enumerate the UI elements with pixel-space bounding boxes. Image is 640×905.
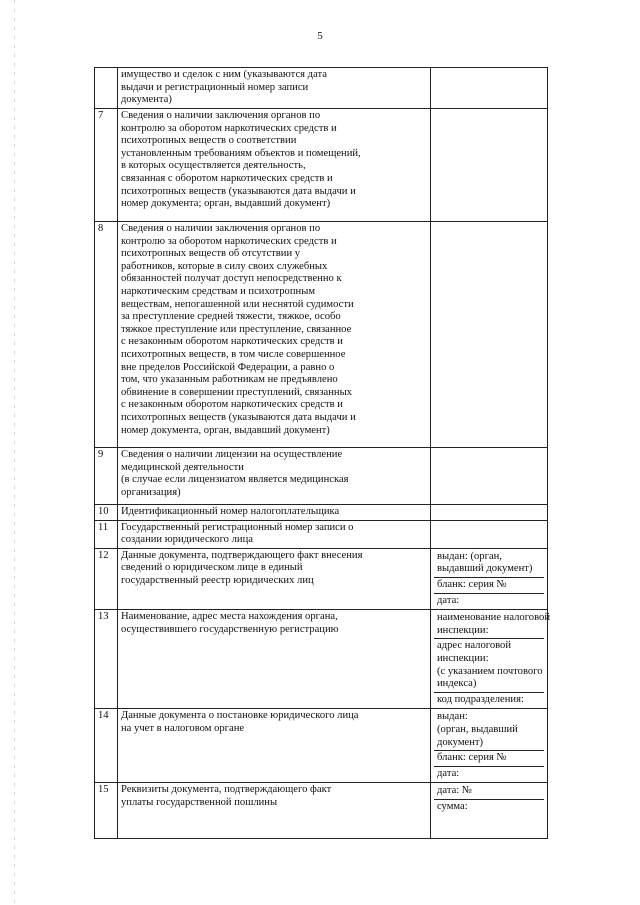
subfield-label: выдан: <box>437 711 468 723</box>
subfield-label: бланк: серия № <box>437 578 507 590</box>
subfield-label: адрес налоговой <box>437 640 512 652</box>
form-row <box>95 709 548 783</box>
row-number: 11 <box>95 520 118 548</box>
subfield-label: сумма: <box>437 800 468 812</box>
value-subfield[interactable] <box>434 550 544 577</box>
description-line: Сведения о наличии заключения органов по <box>121 110 321 121</box>
row-number: 14 <box>95 709 118 783</box>
description-line: документа) <box>121 94 172 106</box>
description-line: контролю за оборотом наркотических средств и <box>121 235 337 247</box>
row-description <box>118 548 431 609</box>
form-row <box>95 448 548 505</box>
form-row <box>95 783 548 839</box>
description-line: психотропных веществ о соответствии <box>121 135 297 147</box>
row-number: 15 <box>95 783 118 839</box>
description-line: сведений о юридическом лице в единый <box>121 562 303 574</box>
description-line: осуществившего государственную регистрацию <box>121 623 339 635</box>
description-line: психотропных веществ (указываются дата выдачи и <box>121 411 356 423</box>
scan-edge-mark <box>14 0 15 905</box>
subfield-label: индекса) <box>437 678 477 690</box>
description-line: с незаконным оборотом наркотических средств и <box>121 399 343 411</box>
description-line: в которых осуществляется деятельность, <box>121 160 306 172</box>
subfield-label: (с указанием почтового <box>437 665 543 677</box>
row-description <box>118 505 431 521</box>
row-value-field[interactable] <box>431 548 548 609</box>
description-line: на учет в налоговом органе <box>121 722 245 734</box>
row-value-field[interactable] <box>431 709 548 783</box>
row-value-field[interactable] <box>431 783 548 839</box>
form-row <box>95 222 548 448</box>
row-value-field[interactable] <box>431 505 548 521</box>
subfield-label: наименование налоговой <box>437 612 550 624</box>
form-row <box>95 68 548 109</box>
subfield-label: бланк: серия № <box>437 752 507 764</box>
value-subfield[interactable] <box>434 710 544 750</box>
form-row <box>95 610 548 709</box>
description-line: Реквизиты документа, подтверждающего факт <box>121 784 332 796</box>
row-description <box>118 709 431 783</box>
subfield-label: (орган, выдавший <box>437 723 518 735</box>
description-line: имущество и сделок с ним (указываются дата <box>121 69 327 80</box>
value-subfield[interactable] <box>434 766 544 782</box>
row-description <box>118 783 431 839</box>
page-number: 5 <box>317 30 323 42</box>
description-line: том, что указанным работникам не предъявлено <box>121 374 338 386</box>
row-value-field[interactable] <box>431 222 548 448</box>
description-line: связанная с оборотом наркотических средств и <box>121 172 333 184</box>
description-line: Данные документа, подтверждающего факт внесения <box>121 549 363 561</box>
row-description <box>118 610 431 709</box>
row-number: 12 <box>95 548 118 609</box>
description-line: тяжкое преступление или преступление, связанное <box>121 323 352 335</box>
row-value-field[interactable] <box>431 448 548 505</box>
row-value-field[interactable] <box>431 520 548 548</box>
row-description <box>118 448 431 505</box>
description-line: психотропных веществ, в том числе совершенное <box>121 348 346 360</box>
description-line: веществам, непогашенной или неснятой судимости <box>121 298 354 310</box>
row-number: 8 <box>95 222 118 448</box>
row-number: 7 <box>95 109 118 222</box>
value-subfield[interactable] <box>434 638 544 691</box>
row-description <box>118 68 431 109</box>
description-line: обвинение в совершении преступлений, связанных <box>121 386 352 398</box>
description-line: с незаконным оборотом наркотических средств и <box>121 336 343 348</box>
description-line: уплаты государственной пошлины <box>121 796 278 808</box>
value-subfield[interactable] <box>434 692 544 708</box>
description-line: наркотическим средствам и психотропным <box>121 285 316 297</box>
description-line: Государственный регистрационный номер записи о <box>121 521 354 533</box>
description-line: медицинской деятельности <box>121 461 244 473</box>
value-subfield[interactable] <box>434 799 544 815</box>
row-description <box>118 520 431 548</box>
subfield-label: код подразделения: <box>437 693 524 705</box>
subfield-label: дата: <box>437 594 460 606</box>
subfield-label: выдан: (орган, <box>437 550 502 562</box>
value-subfield[interactable] <box>434 750 544 766</box>
description-line: установленным требованиям объектов и помещений, <box>121 147 361 159</box>
description-line: государственный реестр юридических лиц <box>121 574 314 586</box>
application-form-table <box>94 67 548 839</box>
subfield-label: инспекции: <box>437 652 489 664</box>
description-line: организация) <box>121 486 181 498</box>
description-line: номер документа; орган, выдавший документ) <box>121 198 331 210</box>
form-row <box>95 109 548 222</box>
description-line: Сведения о наличии заключения органов по <box>121 223 321 234</box>
row-number <box>95 68 118 109</box>
row-number: 13 <box>95 610 118 709</box>
value-subfield[interactable] <box>434 593 544 609</box>
row-number: 9 <box>95 448 118 505</box>
description-line: номер документа, орган, выдавший документ) <box>121 424 330 436</box>
description-line: работников, которые в силу своих служебных <box>121 260 328 272</box>
description-line: Сведения о наличии лицензии на осуществление <box>121 449 343 460</box>
value-subfield[interactable] <box>434 577 544 593</box>
description-line: вне пределов Российской Федерации, а равно о <box>121 361 335 373</box>
description-line: Наименование, адрес места нахождения органа, <box>121 611 338 623</box>
row-number: 10 <box>95 505 118 521</box>
subfield-label: выдавший документ) <box>437 563 533 575</box>
description-line: (в случае если лицензиатом является медицинская <box>121 474 349 486</box>
row-value-field[interactable] <box>431 109 548 222</box>
description-line: Данные документа о постановке юридического лица <box>121 710 359 722</box>
description-line: психотропных веществ (указываются дата выдачи и <box>121 185 356 197</box>
form-row <box>95 520 548 548</box>
description-line: выдачи и регистрационный номер записи <box>121 81 309 93</box>
description-line: Идентификационный номер налогоплательщика <box>121 506 340 517</box>
value-subfield[interactable] <box>434 611 550 638</box>
row-description <box>118 222 431 448</box>
row-value-field[interactable] <box>431 610 548 709</box>
subfield-label: дата: № <box>437 785 472 797</box>
value-subfield[interactable] <box>434 784 544 799</box>
subfield-label: инспекции: <box>437 624 489 636</box>
description-line: за преступление средней тяжести, тяжкое, особо <box>121 311 341 323</box>
row-value-field[interactable] <box>431 68 548 109</box>
row-description <box>118 109 431 222</box>
description-line: контролю за оборотом наркотических средств и <box>121 122 337 134</box>
description-line: создании юридического лица <box>121 534 253 546</box>
subfield-label: документ) <box>437 736 484 748</box>
form-row <box>95 548 548 609</box>
description-line: психотропных веществ об отсутствии у <box>121 248 301 260</box>
description-line: обязанностей получат доступ непосредственно к <box>121 273 342 285</box>
form-row <box>95 505 548 521</box>
subfield-label: дата: <box>437 767 460 779</box>
